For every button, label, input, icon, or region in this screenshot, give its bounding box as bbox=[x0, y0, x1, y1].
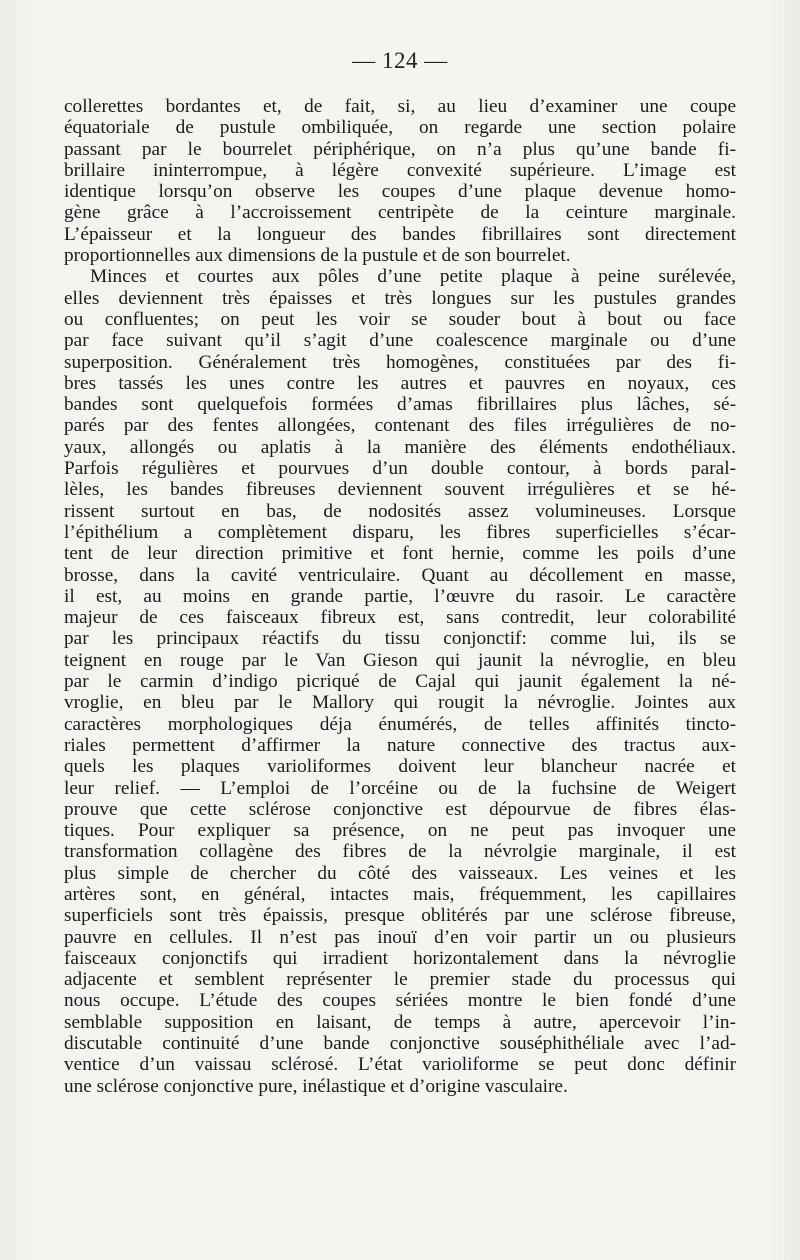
text-line: vroglie, en bleu par le Mallory qui rougit la névroglie. Jointes aux bbox=[64, 692, 736, 714]
text-line: par les principaux réactifs du tissu conjonctif: comme lui, ils se bbox=[64, 628, 736, 650]
text-line: ou confluentes; on peut les voir se souder bout à bout ou face bbox=[64, 308, 736, 330]
text-line: bandes sont quelquefois formées d’amas fibrillaires plus lâches, sé- bbox=[64, 394, 736, 416]
text-line: l’épithélium a complètement disparu, les fibres superficielles s’écar- bbox=[64, 521, 736, 543]
text-line: faisceaux conjonctifs qui irradient horizontalement dans la névroglie bbox=[64, 947, 736, 969]
text-line: collerettes bordantes et, de fait, si, au lieu d’examiner une coupe bbox=[64, 96, 736, 117]
text-line: il est, au moins en grande partie, l’œuvre du rasoir. Le caractère bbox=[64, 585, 736, 607]
text-line: yaux, allongés ou aplatis à la manière des éléments endothéliaux. bbox=[64, 436, 736, 458]
paragraph-1 bbox=[64, 96, 736, 266]
text-line: semblable supposition en laisant, de temps à autre, apercevoir l’in- bbox=[64, 1011, 736, 1033]
text-line: par face suivant qu’il s’agit d’une coalescence marginale ou d’une bbox=[64, 330, 736, 352]
text-line: riales permettent d’affirmer la nature connective des tractus aux- bbox=[64, 734, 736, 756]
text-line: pauvre en cellules. Il n’est pas inouï d’en voir partir un ou plusieurs bbox=[64, 926, 736, 948]
text-line: plus simple de chercher du côté des vaisseaux. Les veines et les bbox=[64, 862, 736, 884]
text-line: adjacente et semblent représenter le premier stade du processus qui bbox=[64, 969, 736, 991]
text-line: superficiels sont très épaissis, presque oblitérés par une sclérose fibreuse, bbox=[64, 905, 736, 927]
text-line: tiques. Pour expliquer sa présence, on ne peut pas invoquer une bbox=[64, 820, 736, 842]
text-line: teignent en rouge par le Van Gieson qui jaunit la névroglie, en bleu bbox=[64, 649, 736, 671]
text-line: identique lorsqu’on observe les coupes d’une plaque devenue homo- bbox=[64, 181, 736, 203]
text-line: ventice d’un vaissau sclérosé. L’état varioliforme se peut donc définir bbox=[64, 1054, 736, 1076]
text-line: caractères morphologiques déja énumérés, de telles affinités tincto- bbox=[64, 713, 736, 735]
text-line: leur relief. — L’emploi de l’orcéine ou de la fuchsine de Weigert bbox=[64, 777, 736, 799]
text-line: parés par des fentes allongées, contenant des files irrégulières de no- bbox=[64, 415, 736, 437]
text-line: superposition. Généralement très homogènes, constituées par des fi- bbox=[64, 351, 736, 373]
text-line: artères sont, en général, intactes mais, fréquemment, les capillaires bbox=[64, 883, 736, 905]
paragraph-2 bbox=[64, 266, 736, 1097]
text-line: nous occupe. L’étude des coupes sériées montre le bien fondé d’une bbox=[64, 990, 736, 1012]
text-line: par le carmin d’indigo picriqué de Cajal qui jaunit également la né- bbox=[64, 671, 736, 693]
text-line: gène grâce à l’accroissement centripète de la ceinture marginale. bbox=[64, 202, 736, 224]
text-line: passant par le bourrelet périphérique, on n’a plus qu’une bande fi- bbox=[64, 138, 736, 160]
text-line: transformation collagène des fibres de la névrolgie marginale, il est bbox=[64, 841, 736, 863]
text-line: rissent surtout en bas, de nodosités assez volumineuses. Lorsque bbox=[64, 500, 736, 522]
body-text bbox=[64, 96, 736, 1097]
page-number: — 124 — bbox=[352, 48, 448, 73]
text-line: L’épaisseur et la longueur des bandes fibrillaires sont directement bbox=[64, 223, 736, 245]
text-line: brosse, dans la cavité ventriculaire. Quant au décollement en masse, bbox=[64, 564, 736, 586]
text-line: bres tassés les unes contre les autres et pauvres en noyaux, ces bbox=[64, 372, 736, 394]
text-line: Parfois régulières et pourvues d’un double contour, à bords paral- bbox=[64, 458, 736, 480]
text-line: lèles, les bandes fibreuses deviennent souvent irrégulières et se hé- bbox=[64, 479, 736, 501]
text-line: discutable continuité d’une bande conjonctive souséphithéliale avec l’ad- bbox=[64, 1033, 736, 1055]
text-line: une sclérose conjonctive pure, inélastique et d’origine vasculaire. bbox=[64, 1075, 568, 1097]
text-line: proportionnelles aux dimensions de la pustule et de son bourrelet. bbox=[64, 245, 571, 267]
text-line: équatoriale de pustule ombiliquée, on regarde une section polaire bbox=[64, 117, 736, 139]
text-line: Minces et courtes aux pôles d’une petite plaque à peine surélevée, bbox=[90, 266, 736, 288]
text-line: prouve que cette sclérose conjonctive est dépourvue de fibres élas- bbox=[64, 798, 736, 820]
text-line: brillaire ininterrompue, à légère convexité supérieure. L’image est bbox=[64, 159, 736, 181]
text-line: elles deviennent très épaisses et très longues sur les pustules grandes bbox=[64, 287, 736, 309]
text-line: majeur de ces faisceaux fibreux est, sans contredit, leur colorabilité bbox=[64, 607, 736, 629]
text-line: quels les plaques varioliformes doivent leur blancheur nacrée et bbox=[64, 756, 736, 778]
text-line: tent de leur direction primitive et font hernie, comme les poils d’une bbox=[64, 543, 736, 565]
